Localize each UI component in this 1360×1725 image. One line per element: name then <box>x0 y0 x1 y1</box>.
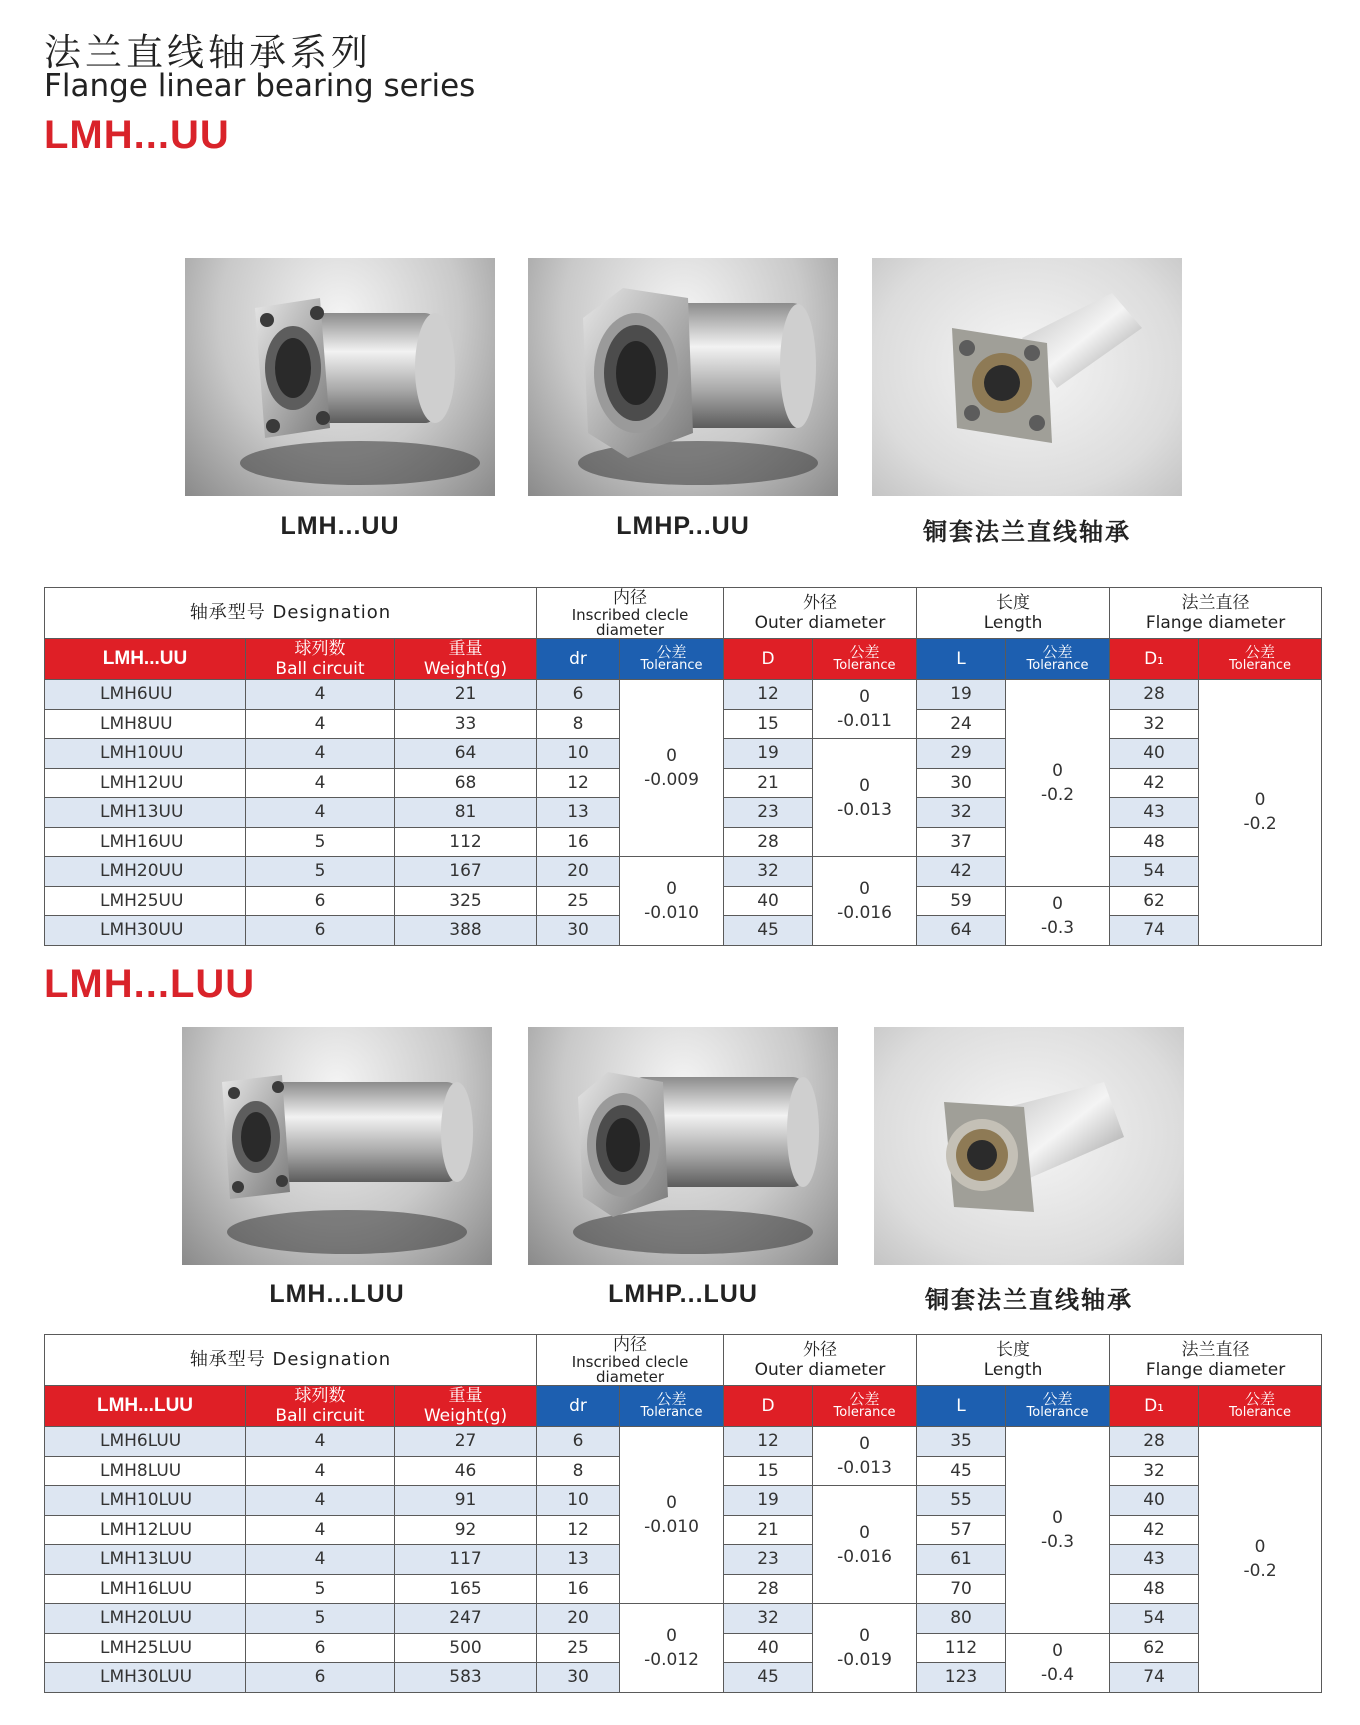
dr-tolerance-cell: 0 -0.010 <box>620 857 724 946</box>
outer-diameter-header: 外径 Outer diameter <box>724 1335 917 1386</box>
L-tolerance-cell: 0 -0.3 <box>1006 886 1110 945</box>
table-row: LMH10UU 4 64 10 19 0 -0.013 29 40 <box>45 739 1322 769</box>
length-header: 长度 Length <box>917 1335 1110 1386</box>
table-row: LMH10LUU 4 91 10 19 0 -0.016 55 40 <box>45 1486 1322 1516</box>
col-D1-header: D₁ <box>1110 1386 1199 1427</box>
product-photo-copper-sleeve <box>872 258 1182 496</box>
photo-caption-lmh-uu: LMH...UU <box>280 512 400 540</box>
product-photo-lmh-luu <box>182 1027 492 1265</box>
table-row: LMH30UU 6 388 30 45 64 74 <box>45 916 1322 946</box>
col-weight-header: 重量 Weight(g) <box>395 1386 537 1427</box>
product-photo-lmh-uu <box>185 258 495 496</box>
table-row: LMH8LUU 4 46 8 15 45 32 <box>45 1456 1322 1486</box>
col-D-tolerance-header: 公差 Tolerance <box>813 1386 917 1427</box>
table-row: LMH13UU 4 81 13 23 32 43 <box>45 798 1322 828</box>
col-D-header: D <box>724 1386 813 1427</box>
col-D-tolerance-header: 公差 Tolerance <box>813 639 917 680</box>
col-D-header: D <box>724 639 813 680</box>
table-row: LMH16LUU 5 165 16 28 70 48 <box>45 1574 1322 1604</box>
series-title-uu: LMH...UU <box>44 113 230 157</box>
flange-diameter-header: 法兰直径 Flange diameter <box>1110 588 1322 639</box>
col-model-header: LMH...UU <box>45 639 246 680</box>
inscribed-diameter-header: 内径 Inscribed clecle diameter <box>537 588 724 639</box>
photo-caption-lmhp-luu: LMHP...LUU <box>608 1280 758 1308</box>
D1-tolerance-cell: 0 -0.2 <box>1199 680 1322 946</box>
spec-table-luu <box>44 1334 1322 1693</box>
D1-tolerance-cell: 0 -0.2 <box>1199 1427 1322 1693</box>
col-model-header: LMH...LUU <box>45 1386 246 1427</box>
table-row: LMH20UU 5 167 20 0 -0.010 32 0 -0.016 42 54 <box>45 857 1322 887</box>
series-title-luu: LMH...LUU <box>44 962 256 1006</box>
table-row: LMH20LUU 5 247 20 0 -0.012 32 0 -0.019 80 54 <box>45 1604 1322 1634</box>
L-tolerance-cell: 0 -0.2 <box>1006 680 1110 887</box>
flange-diameter-header: 法兰直径 Flange diameter <box>1110 1335 1322 1386</box>
photo-caption-lmh-luu: LMH...LUU <box>269 1280 405 1308</box>
D-tolerance-cell: 0 -0.013 <box>813 1427 917 1486</box>
dr-tolerance-cell: 0 -0.012 <box>620 1604 724 1693</box>
photo-caption-copper-sleeve-long: 铜套法兰直线轴承 <box>925 1286 1133 1314</box>
photo-caption-copper-sleeve: 铜套法兰直线轴承 <box>923 518 1131 546</box>
D-tolerance-cell: 0 -0.016 <box>813 857 917 946</box>
col-L-header: L <box>917 1386 1006 1427</box>
inscribed-diameter-header: 内径 Inscribed clecle diameter <box>537 1335 724 1386</box>
table-row: LMH30LUU 6 583 30 45 123 74 <box>45 1663 1322 1693</box>
col-D1-header: D₁ <box>1110 639 1199 680</box>
product-photo-lmhp-luu <box>528 1027 838 1265</box>
table-row: LMH25UU 6 325 25 40 59 0 -0.3 62 <box>45 886 1322 916</box>
table-row: LMH12UU 4 68 12 21 30 42 <box>45 768 1322 798</box>
col-weight-header: 重量 Weight(g) <box>395 639 537 680</box>
D-tolerance-cell: 0 -0.011 <box>813 680 917 739</box>
outer-diameter-header: 外径 Outer diameter <box>724 588 917 639</box>
col-dr-tolerance-header: 公差 Tolerance <box>620 639 724 680</box>
col-D1-tolerance-header: 公差 Tolerance <box>1199 1386 1322 1427</box>
designation-header: 轴承型号 Designation <box>45 588 537 639</box>
D-tolerance-cell: 0 -0.016 <box>813 1486 917 1604</box>
L-tolerance-cell: 0 -0.3 <box>1006 1427 1110 1634</box>
product-photo-copper-sleeve-long <box>874 1027 1184 1265</box>
col-L-header: L <box>917 639 1006 680</box>
dr-tolerance-cell: 0 -0.009 <box>620 680 724 857</box>
table-row: LMH13LUU 4 117 13 23 61 43 <box>45 1545 1322 1575</box>
page-title-en: Flange linear bearing series <box>44 68 476 104</box>
table-row: LMH25LUU 6 500 25 40 112 0 -0.4 62 <box>45 1633 1322 1663</box>
table-row: LMH12LUU 4 92 12 21 57 42 <box>45 1515 1322 1545</box>
col-D1-tolerance-header: 公差 Tolerance <box>1199 639 1322 680</box>
spec-table-uu <box>44 587 1322 946</box>
col-ball-circuit-header: 球列数 Ball circuit <box>246 639 395 680</box>
D-tolerance-cell: 0 -0.013 <box>813 739 917 857</box>
length-header: 长度 Length <box>917 588 1110 639</box>
table-row: LMH6UU 4 21 6 0 -0.009 12 0 -0.011 19 0 -0.2 28 0 -0.2 <box>45 680 1322 710</box>
D-tolerance-cell: 0 -0.019 <box>813 1604 917 1693</box>
col-L-tolerance-header: 公差 Tolerance <box>1006 1386 1110 1427</box>
col-ball-circuit-header: 球列数 Ball circuit <box>246 1386 395 1427</box>
table-row: LMH16UU 5 112 16 28 37 48 <box>45 827 1322 857</box>
table-row: LMH6LUU 4 27 6 0 -0.010 12 0 -0.013 35 0 -0.3 28 0 -0.2 <box>45 1427 1322 1457</box>
page-title-cn: 法兰直线轴承系列 <box>44 31 372 74</box>
col-dr-tolerance-header: 公差 Tolerance <box>620 1386 724 1427</box>
col-dr-header: dr <box>537 1386 620 1427</box>
product-photo-lmhp-uu <box>528 258 838 496</box>
table-row: LMH8UU 4 33 8 15 24 32 <box>45 709 1322 739</box>
col-dr-header: dr <box>537 639 620 680</box>
col-L-tolerance-header: 公差 Tolerance <box>1006 639 1110 680</box>
photo-caption-lmhp-uu: LMHP...UU <box>616 512 750 540</box>
L-tolerance-cell: 0 -0.4 <box>1006 1633 1110 1692</box>
dr-tolerance-cell: 0 -0.010 <box>620 1427 724 1604</box>
designation-header: 轴承型号 Designation <box>45 1335 537 1386</box>
